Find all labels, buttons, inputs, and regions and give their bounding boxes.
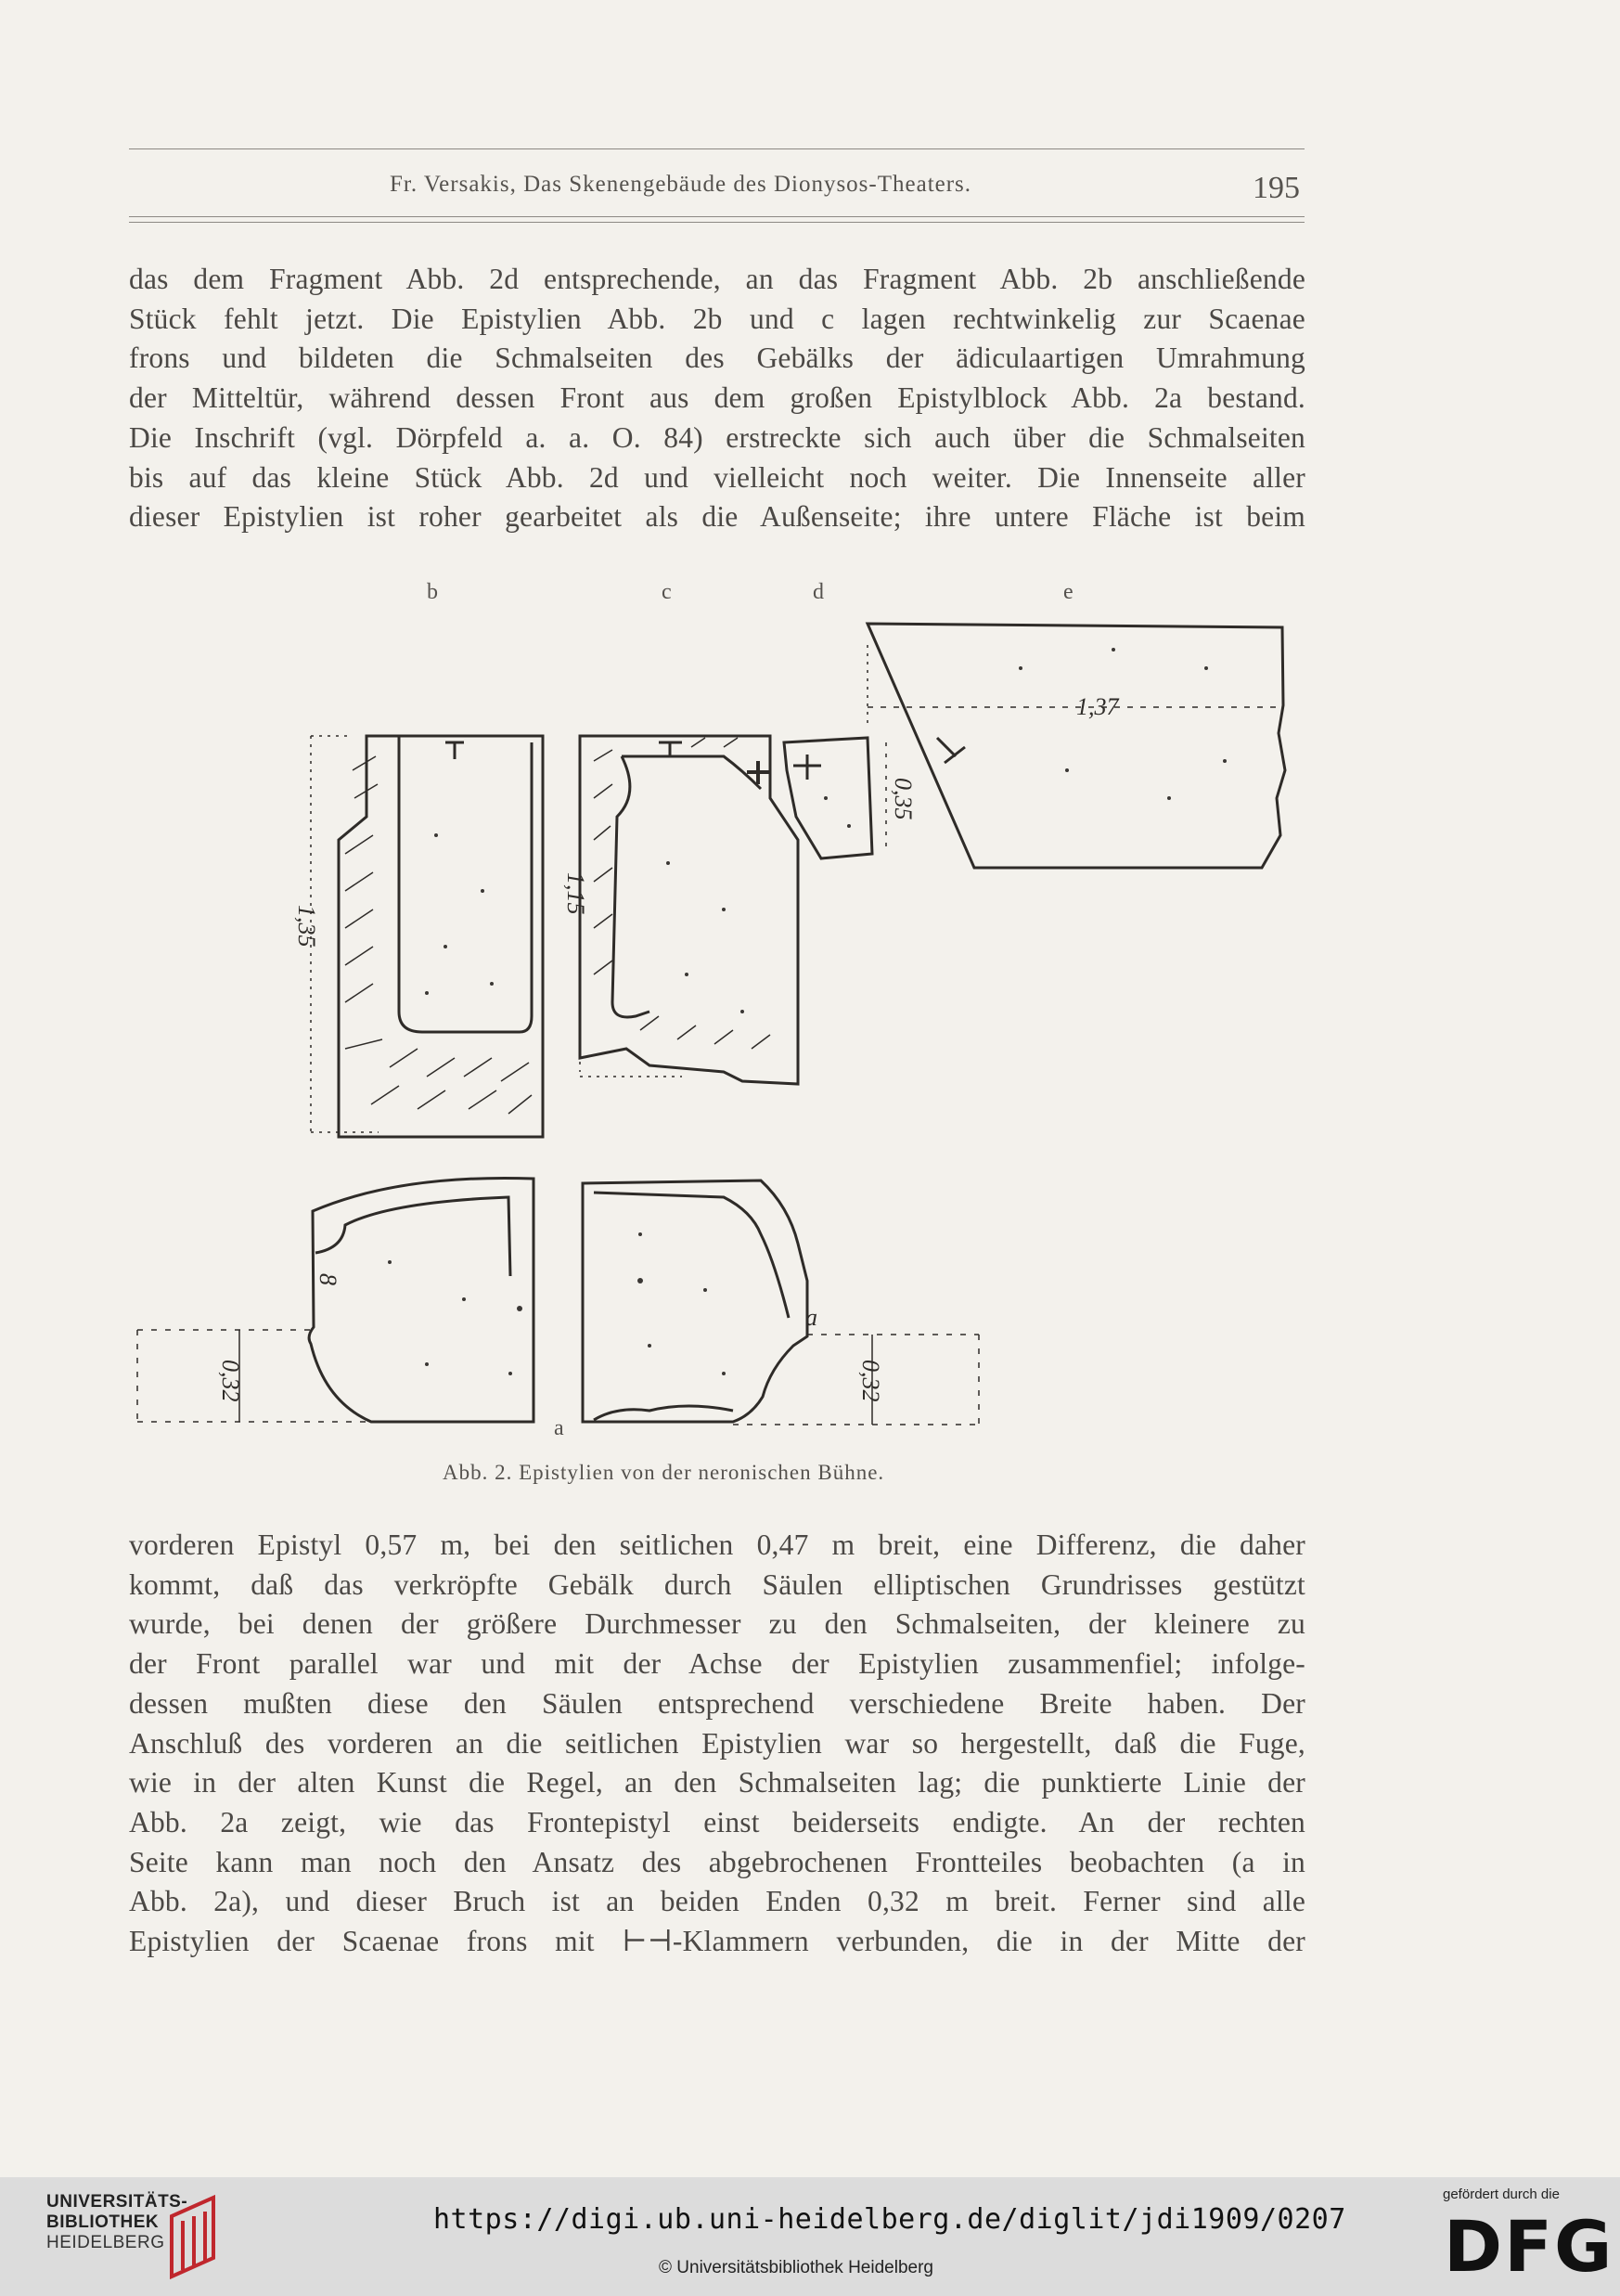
dimension-a-right: 0,32 bbox=[857, 1360, 884, 1402]
dimension-e: 1,37 bbox=[1076, 693, 1119, 720]
viewer-footer bbox=[0, 2177, 1620, 2296]
text-line: dessen mußten diese den Säulen entsprechend verschiedene Breite haben. Der bbox=[129, 1686, 1305, 1720]
text-line: kommt, daß das verkröpfte Gebälk durch Säulen elliptischen Grundrisses gestützt bbox=[129, 1567, 1305, 1601]
page-number: 195 bbox=[1253, 171, 1300, 205]
figure-label-b: b bbox=[427, 580, 438, 604]
fragment-e bbox=[868, 624, 1285, 868]
dimension-a-left-inner: 8 bbox=[315, 1273, 341, 1285]
label-a-break: a bbox=[805, 1304, 817, 1331]
figure-label-a: a bbox=[554, 1416, 564, 1440]
fragment-b bbox=[311, 736, 543, 1137]
library-name-line: BIBLIOTHEK bbox=[46, 2212, 160, 2232]
library-name-line: UNIVERSITÄTS- bbox=[46, 2192, 188, 2212]
permalink-url[interactable]: https://digi.ub.uni-heidelberg.de/diglit/jdi1909/0207 bbox=[433, 2203, 1346, 2236]
text-line: Anschluß des vorderen an die seitlichen Epistylien war so hergestellt, daß die Fuge, bbox=[129, 1726, 1305, 1760]
text-line: frons und bildeten die Schmalseiten des Gebälks der ädiculaartigen Umrahmung bbox=[129, 342, 1305, 375]
running-title: Fr. Versakis, Das Skenengebäude des Dionysos-Theaters. bbox=[390, 172, 972, 197]
dfg-logo[interactable]: DFG bbox=[1444, 2205, 1614, 2288]
fragment-c bbox=[580, 736, 798, 1084]
text-line: dieser Epistylien ist roher gearbeitet als die Außenseite; ihre untere Fläche ist beim bbox=[129, 500, 1305, 534]
dimension-a-left: 0,32 bbox=[217, 1360, 244, 1402]
copyright-notice: © Universitätsbibliothek Heidelberg bbox=[659, 2258, 933, 2277]
library-name-line: HEIDELBERG bbox=[46, 2233, 165, 2252]
fragment-a-left bbox=[137, 1178, 534, 1422]
library-logo-icon[interactable] bbox=[162, 2188, 227, 2281]
text-line: wie in der alten Kunst die Regel, an den Schmalseiten lag; die punktierte Linie der bbox=[129, 1766, 1305, 1799]
figure-label-e: e bbox=[1063, 580, 1074, 604]
figure-label-d: d bbox=[813, 580, 824, 604]
figure-label-c: c bbox=[662, 580, 672, 604]
figure-caption: Abb. 2. Epistylien von der neronischen Bühne. bbox=[443, 1461, 885, 1484]
dimension-c: 1,15 bbox=[562, 872, 589, 915]
text-line: bis auf das kleine Stück Abb. 2d und vielleicht noch weiter. Die Innenseite aller bbox=[129, 460, 1305, 494]
dimension-d: 0,35 bbox=[890, 778, 917, 820]
text-line: Stück fehlt jetzt. Die Epistylien Abb. 2b und c lagen rechtwinkelig zur Scaenae bbox=[129, 302, 1305, 335]
text-line: vorderen Epistyl 0,57 m, bei den seitlichen 0,47 m breit, eine Differenz, die daher bbox=[129, 1529, 1305, 1561]
funding-note: gefördert durch die bbox=[1443, 2186, 1560, 2202]
text-line: wurde, bei denen der größere Durchmesser zu den Schmalseiten, der kleinere zu bbox=[129, 1607, 1305, 1641]
text-line: das dem Fragment Abb. 2d entsprechende, an das Fragment Abb. 2b anschließende bbox=[129, 263, 1305, 295]
fragment-a-right bbox=[583, 1180, 979, 1425]
text-line: der Mitteltür, während dessen Front aus dem großen Epistylblock Abb. 2a bestand. bbox=[129, 381, 1305, 415]
paragraph-bottom bbox=[129, 1526, 1305, 1962]
text-line: Die Inschrift (vgl. Dörpfeld a. a. O. 84) erstreckte sich auch über die Schmalseiten bbox=[129, 420, 1305, 454]
text-line: der Front parallel war und mit der Achse der Epistylien zusammenfiel; infolge- bbox=[129, 1647, 1305, 1681]
text-line: Seite kann man noch den Ansatz des abgebrochenen Frontteiles beobachten (a in bbox=[129, 1845, 1305, 1878]
text-line: Abb. 2a), und dieser Bruch ist an beiden Enden 0,32 m breit. Ferner sind alle bbox=[129, 1885, 1305, 1918]
text-line: Abb. 2a zeigt, wie das Frontepistyl einst beiderseits endigte. An der rechten bbox=[129, 1805, 1305, 1838]
dimension-b: 1,35 bbox=[293, 905, 320, 948]
text-line: Epistylien der Scaenae frons mit ⊢⊣-Klammern verbunden, die in der Mitte der bbox=[129, 1925, 1305, 1958]
